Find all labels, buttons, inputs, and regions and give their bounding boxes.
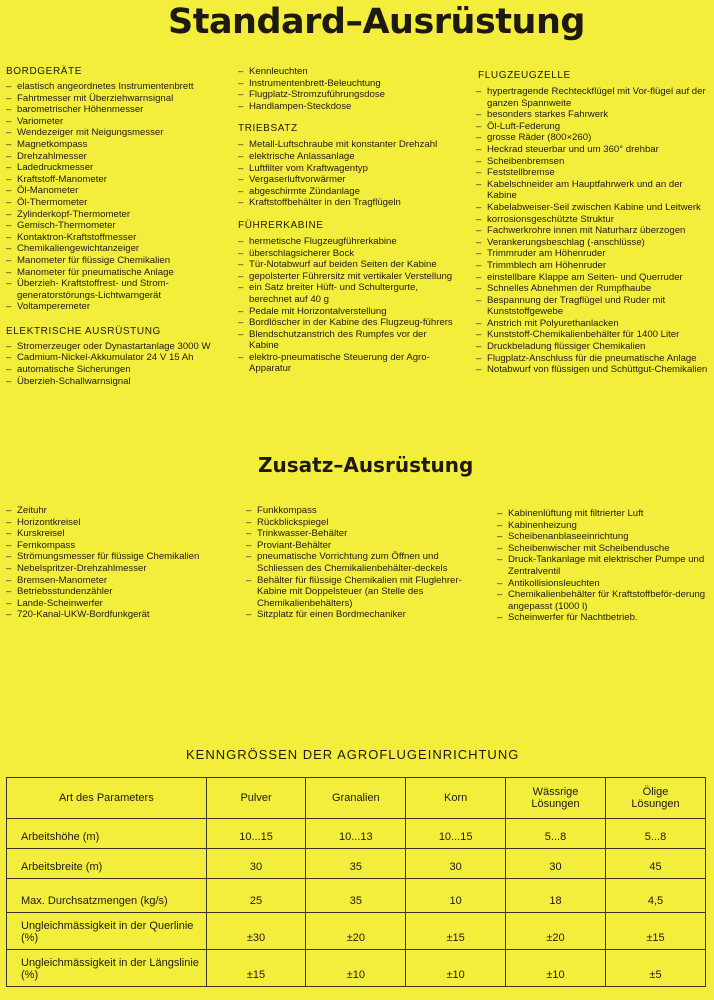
- table-cell: ±15: [605, 913, 705, 950]
- header-pulver: Pulver: [206, 778, 306, 819]
- table-cell: 10...13: [306, 819, 406, 849]
- table-cell: 45: [605, 849, 705, 879]
- fuehrerkabine-heading: FÜHRERKABINE: [238, 219, 324, 231]
- table-cell: 5...8: [605, 819, 705, 849]
- list-item: – Öl-Luft-Federung: [476, 121, 711, 133]
- list-item: – Pedale mit Horizontalverstellung: [238, 306, 456, 318]
- triebsatz-list: [238, 139, 456, 209]
- column-1: [6, 66, 224, 387]
- column-2: [238, 66, 456, 375]
- list-item: – Zeituhr: [6, 505, 228, 517]
- table-cell: 30: [406, 849, 506, 879]
- row-label: Ungleichmässigkeit in der Querlinie (%): [7, 913, 207, 950]
- flugzeugzelle-list: [476, 86, 711, 376]
- list-item: – hypertragende Rechteckflügel mit Vor-flügel auf der ganzen Spannweite: [476, 86, 711, 109]
- list-item: – Variometer: [6, 116, 224, 128]
- list-item: – besonders starkes Fahrwerk: [476, 109, 711, 121]
- list-item: – gepolsterter Führersitz mit vertikaler Verstellung: [238, 271, 456, 283]
- header-parameter: Art des Parameters: [7, 778, 207, 819]
- page-title: Standard–Ausrüstung: [168, 2, 585, 42]
- header-korn: Korn: [406, 778, 506, 819]
- list-item: – grosse Räder (800×260): [476, 132, 711, 144]
- elektrisch-heading: ELEKTRISCHE AUSRÜSTUNG: [6, 325, 161, 337]
- list-item: – Scheibenwischer mit Scheibendusche: [497, 543, 712, 555]
- list-item: – Fernkompass: [6, 540, 228, 552]
- list-item: – Scheibenanblaseeinrichtung: [497, 531, 712, 543]
- table-header-row: [7, 778, 706, 819]
- table-cell: 25: [206, 879, 306, 913]
- flugzeugzelle-heading: FLUGZEUGZELLE: [478, 70, 571, 81]
- table-cell: ±30: [206, 913, 306, 950]
- list-item: – Drehzahlmesser: [6, 151, 224, 163]
- list-item: – Kunststoff-Chemikalienbehälter für 1400 Liter: [476, 329, 711, 341]
- list-item: – Zylinderkopf-Thermometer: [6, 209, 224, 221]
- list-item: – Handlampen-Steckdose: [238, 101, 456, 113]
- bordgeraete-list: [6, 81, 224, 313]
- list-item: – Feststellbremse: [476, 167, 711, 179]
- list-item: – Druck-Tankanlage mit elektrischer Pumpe und Zentralventil: [497, 554, 712, 577]
- list-item: – Überzieh- Kraftstoffrest- und Strom-generatorstörungs-Lichtwarngerät: [6, 278, 224, 301]
- table-cell: 30: [506, 849, 606, 879]
- list-item: – Horizontkreisel: [6, 517, 228, 529]
- elektrisch-list: [6, 341, 224, 387]
- row-label: Max. Durchsatzmengen (kg/s): [7, 879, 207, 913]
- list-item: – ein Satz breiter Hüft- und Schultergurte, berechnet auf 40 g: [238, 282, 456, 305]
- list-item: – Tür-Notabwurf auf beiden Seiten der Kabine: [238, 259, 456, 271]
- list-item: – Fahrtmesser mit Überziehwarnsignal: [6, 93, 224, 105]
- list-item: – Verankerungsbeschlag (-anschlüsse): [476, 237, 711, 249]
- zusatz-column-1: [6, 505, 228, 621]
- list-item: – Bordlöscher in der Kabine des Flugzeug-führers: [238, 317, 456, 329]
- list-item: – elastisch angeordnetes Instrumentenbrett: [6, 81, 224, 93]
- header-waessrige: Wässrige Lösungen: [506, 778, 606, 819]
- list-item: – Behälter für flüssige Chemikalien mit Fluglehrer-Kabine mit Doppelsteuer (an Stelle des Chemikalienbehälters): [246, 575, 468, 610]
- list-item: – barometrischer Höhenmesser: [6, 104, 224, 116]
- list-item: – hermetische Flugzeugführerkabine: [238, 236, 456, 248]
- list-item: – Trimmruder am Höhenruder: [476, 248, 711, 260]
- list-item: – Sitzplatz für einen Bordmechaniker: [246, 609, 468, 621]
- list-item: – Cadmium-Nickel-Akkumulator 24 V 15 Ah: [6, 352, 224, 364]
- zusatz-list-3: [497, 508, 712, 624]
- list-item: – Kraftstoffbehälter in den Tragflügeln: [238, 197, 456, 209]
- list-item: – Öl-Thermometer: [6, 197, 224, 209]
- table-cell: ±15: [406, 913, 506, 950]
- list-item: – überschlagsicherer Bock: [238, 248, 456, 260]
- table-cell: 18: [506, 879, 606, 913]
- list-item: – Flugplatz-Stromzuführungsdose: [238, 89, 456, 101]
- table-cell: ±10: [506, 950, 606, 987]
- table-title: KENNGRÖSSEN DER AGROFLUGEINRICHTUNG: [186, 747, 520, 762]
- list-item: – Überzieh-Schallwarnsignal: [6, 376, 224, 388]
- zusatz-column-3: [497, 508, 712, 624]
- table-body: [7, 819, 706, 987]
- list-item: – Bremsen-Manometer: [6, 575, 228, 587]
- list-item: – Betriebsstundenzähler: [6, 586, 228, 598]
- list-item: – automatische Sicherungen: [6, 364, 224, 376]
- list-item: – Manometer für pneumatische Anlage: [6, 267, 224, 279]
- list-item: – Vergaserluftvorwärmer: [238, 174, 456, 186]
- list-item: – Öl-Manometer: [6, 185, 224, 197]
- table-cell: 5...8: [506, 819, 606, 849]
- table-row: [7, 879, 706, 913]
- list-item: – Ladedruckmesser: [6, 162, 224, 174]
- list-item: – korrosionsgeschützte Struktur: [476, 214, 711, 226]
- list-item: – Kontaktron-Kraftstoffmesser: [6, 232, 224, 244]
- list-item: – Kabelabweiser-Seil zwischen Kabine und Leitwerk: [476, 202, 711, 214]
- row-label: Arbeitsbreite (m): [7, 849, 207, 879]
- bordgeraete-heading: BORDGERÄTE: [6, 66, 83, 77]
- list-item: – elektro-pneumatische Steuerung der Agro-Apparatur: [238, 352, 456, 375]
- list-item: – Fachwerkrohre innen mit Naturharz überzogen: [476, 225, 711, 237]
- list-item: – Bespannung der Tragflügel und Ruder mit Kunststoffgewebe: [476, 295, 711, 318]
- list-item: – Kabinenheizung: [497, 520, 712, 532]
- list-item: – Gemisch-Thermometer: [6, 220, 224, 232]
- list-item: – Flugplatz-Anschluss für die pneumatische Anlage: [476, 353, 711, 365]
- table-cell: ±15: [206, 950, 306, 987]
- triebsatz-heading: TRIEBSATZ: [238, 123, 298, 135]
- row-label: Ungleichmässigkeit in der Längslinie (%): [7, 950, 207, 987]
- zusatz-column-2: [246, 505, 468, 621]
- list-item: – abgeschirmte Zündanlage: [238, 186, 456, 198]
- table-cell: 10...15: [406, 819, 506, 849]
- zusatz-title: Zusatz–Ausrüstung: [258, 453, 474, 477]
- list-item: – pneumatische Vorrichtung zum Öffnen und Schliessen des Chemikalienbehälter-deckels: [246, 551, 468, 574]
- list-item: – Metall-Luftschraube mit konstanter Drehzahl: [238, 139, 456, 151]
- list-item: – Rückblickspiegel: [246, 517, 468, 529]
- list-item: – Schnelles Abnehmen der Rumpfhaube: [476, 283, 711, 295]
- list-item: – Kurskreisel: [6, 528, 228, 540]
- table-row: [7, 849, 706, 879]
- list-item: – Strömungsmesser für flüssige Chemikalien: [6, 551, 228, 563]
- table-cell: 4,5: [605, 879, 705, 913]
- table-cell: 30: [206, 849, 306, 879]
- list-item: – Trinkwasser-Behälter: [246, 528, 468, 540]
- list-item: – Anstrich mit Polyurethanlacken: [476, 318, 711, 330]
- col2-top-list: [238, 66, 456, 112]
- list-item: – Chemikalienbehälter für Kraftstoffbeför-derung angepasst (1000 l): [497, 589, 712, 612]
- header-oelige: Ölige Lösungen: [605, 778, 705, 819]
- fuehrerkabine-list: [238, 236, 456, 375]
- list-item: – Voltamperemeter: [6, 301, 224, 313]
- column-3: [476, 70, 711, 376]
- header-granalien: Granalien: [306, 778, 406, 819]
- table-cell: ±20: [306, 913, 406, 950]
- table-cell: 10...15: [206, 819, 306, 849]
- list-item: – Kabinenlüftung mit filtrierter Luft: [497, 508, 712, 520]
- list-item: – Chemikaliengewichtanzeiger: [6, 243, 224, 255]
- list-item: – einstellbare Klappe am Seiten- und Querruder: [476, 272, 711, 284]
- list-item: – Scheibenbremsen: [476, 156, 711, 168]
- list-item: – Blendschutzanstrich des Rumpfes vor der Kabine: [238, 329, 456, 352]
- list-item: – Funkkompass: [246, 505, 468, 517]
- list-item: – Trimmblech am Höhenruder: [476, 260, 711, 272]
- list-item: – Kraftstoff-Manometer: [6, 174, 224, 186]
- list-item: – Heckrad steuerbar und um 360° drehbar: [476, 144, 711, 156]
- list-item: – Kabelschneider am Hauptfahrwerk und an der Kabine: [476, 179, 711, 202]
- list-item: – Antikollisionsleuchten: [497, 578, 712, 590]
- list-item: – Lande-Scheinwerfer: [6, 598, 228, 610]
- table-row: [7, 819, 706, 849]
- table-row: [7, 913, 706, 950]
- table-cell: 35: [306, 879, 406, 913]
- list-item: – Proviant-Behälter: [246, 540, 468, 552]
- list-item: – Wendezeiger mit Neigungsmesser: [6, 127, 224, 139]
- table-cell: ±10: [406, 950, 506, 987]
- list-item: – Instrumentenbrett-Beleuchtung: [238, 78, 456, 90]
- row-label: Arbeitshöhe (m): [7, 819, 207, 849]
- table-cell: 10: [406, 879, 506, 913]
- list-item: – Luftfilter vom Kraftwagentyp: [238, 163, 456, 175]
- list-item: – elektrische Anlassanlage: [238, 151, 456, 163]
- list-item: – 720-Kanal-UKW-Bordfunkgerät: [6, 609, 228, 621]
- table-row: [7, 950, 706, 987]
- parameter-table: [6, 777, 706, 987]
- table-cell: ±10: [306, 950, 406, 987]
- list-item: – Stromerzeuger oder Dynastartanlage 3000 W: [6, 341, 224, 353]
- list-item: – Kennleuchten: [238, 66, 456, 78]
- list-item: – Magnetkompass: [6, 139, 224, 151]
- list-item: – Nebelspritzer-Drehzahlmesser: [6, 563, 228, 575]
- table-cell: 35: [306, 849, 406, 879]
- list-item: – Scheinwerfer für Nachtbetrieb.: [497, 612, 712, 624]
- table-cell: ±20: [506, 913, 606, 950]
- list-item: – Manometer für flüssige Chemikalien: [6, 255, 224, 267]
- zusatz-list-2: [246, 505, 468, 621]
- list-item: – Notabwurf von flüssigen und Schüttgut-Chemikalien: [476, 364, 711, 376]
- zusatz-list-1: [6, 505, 228, 621]
- table-cell: ±5: [605, 950, 705, 987]
- list-item: – Druckbeladung flüssiger Chemikalien: [476, 341, 711, 353]
